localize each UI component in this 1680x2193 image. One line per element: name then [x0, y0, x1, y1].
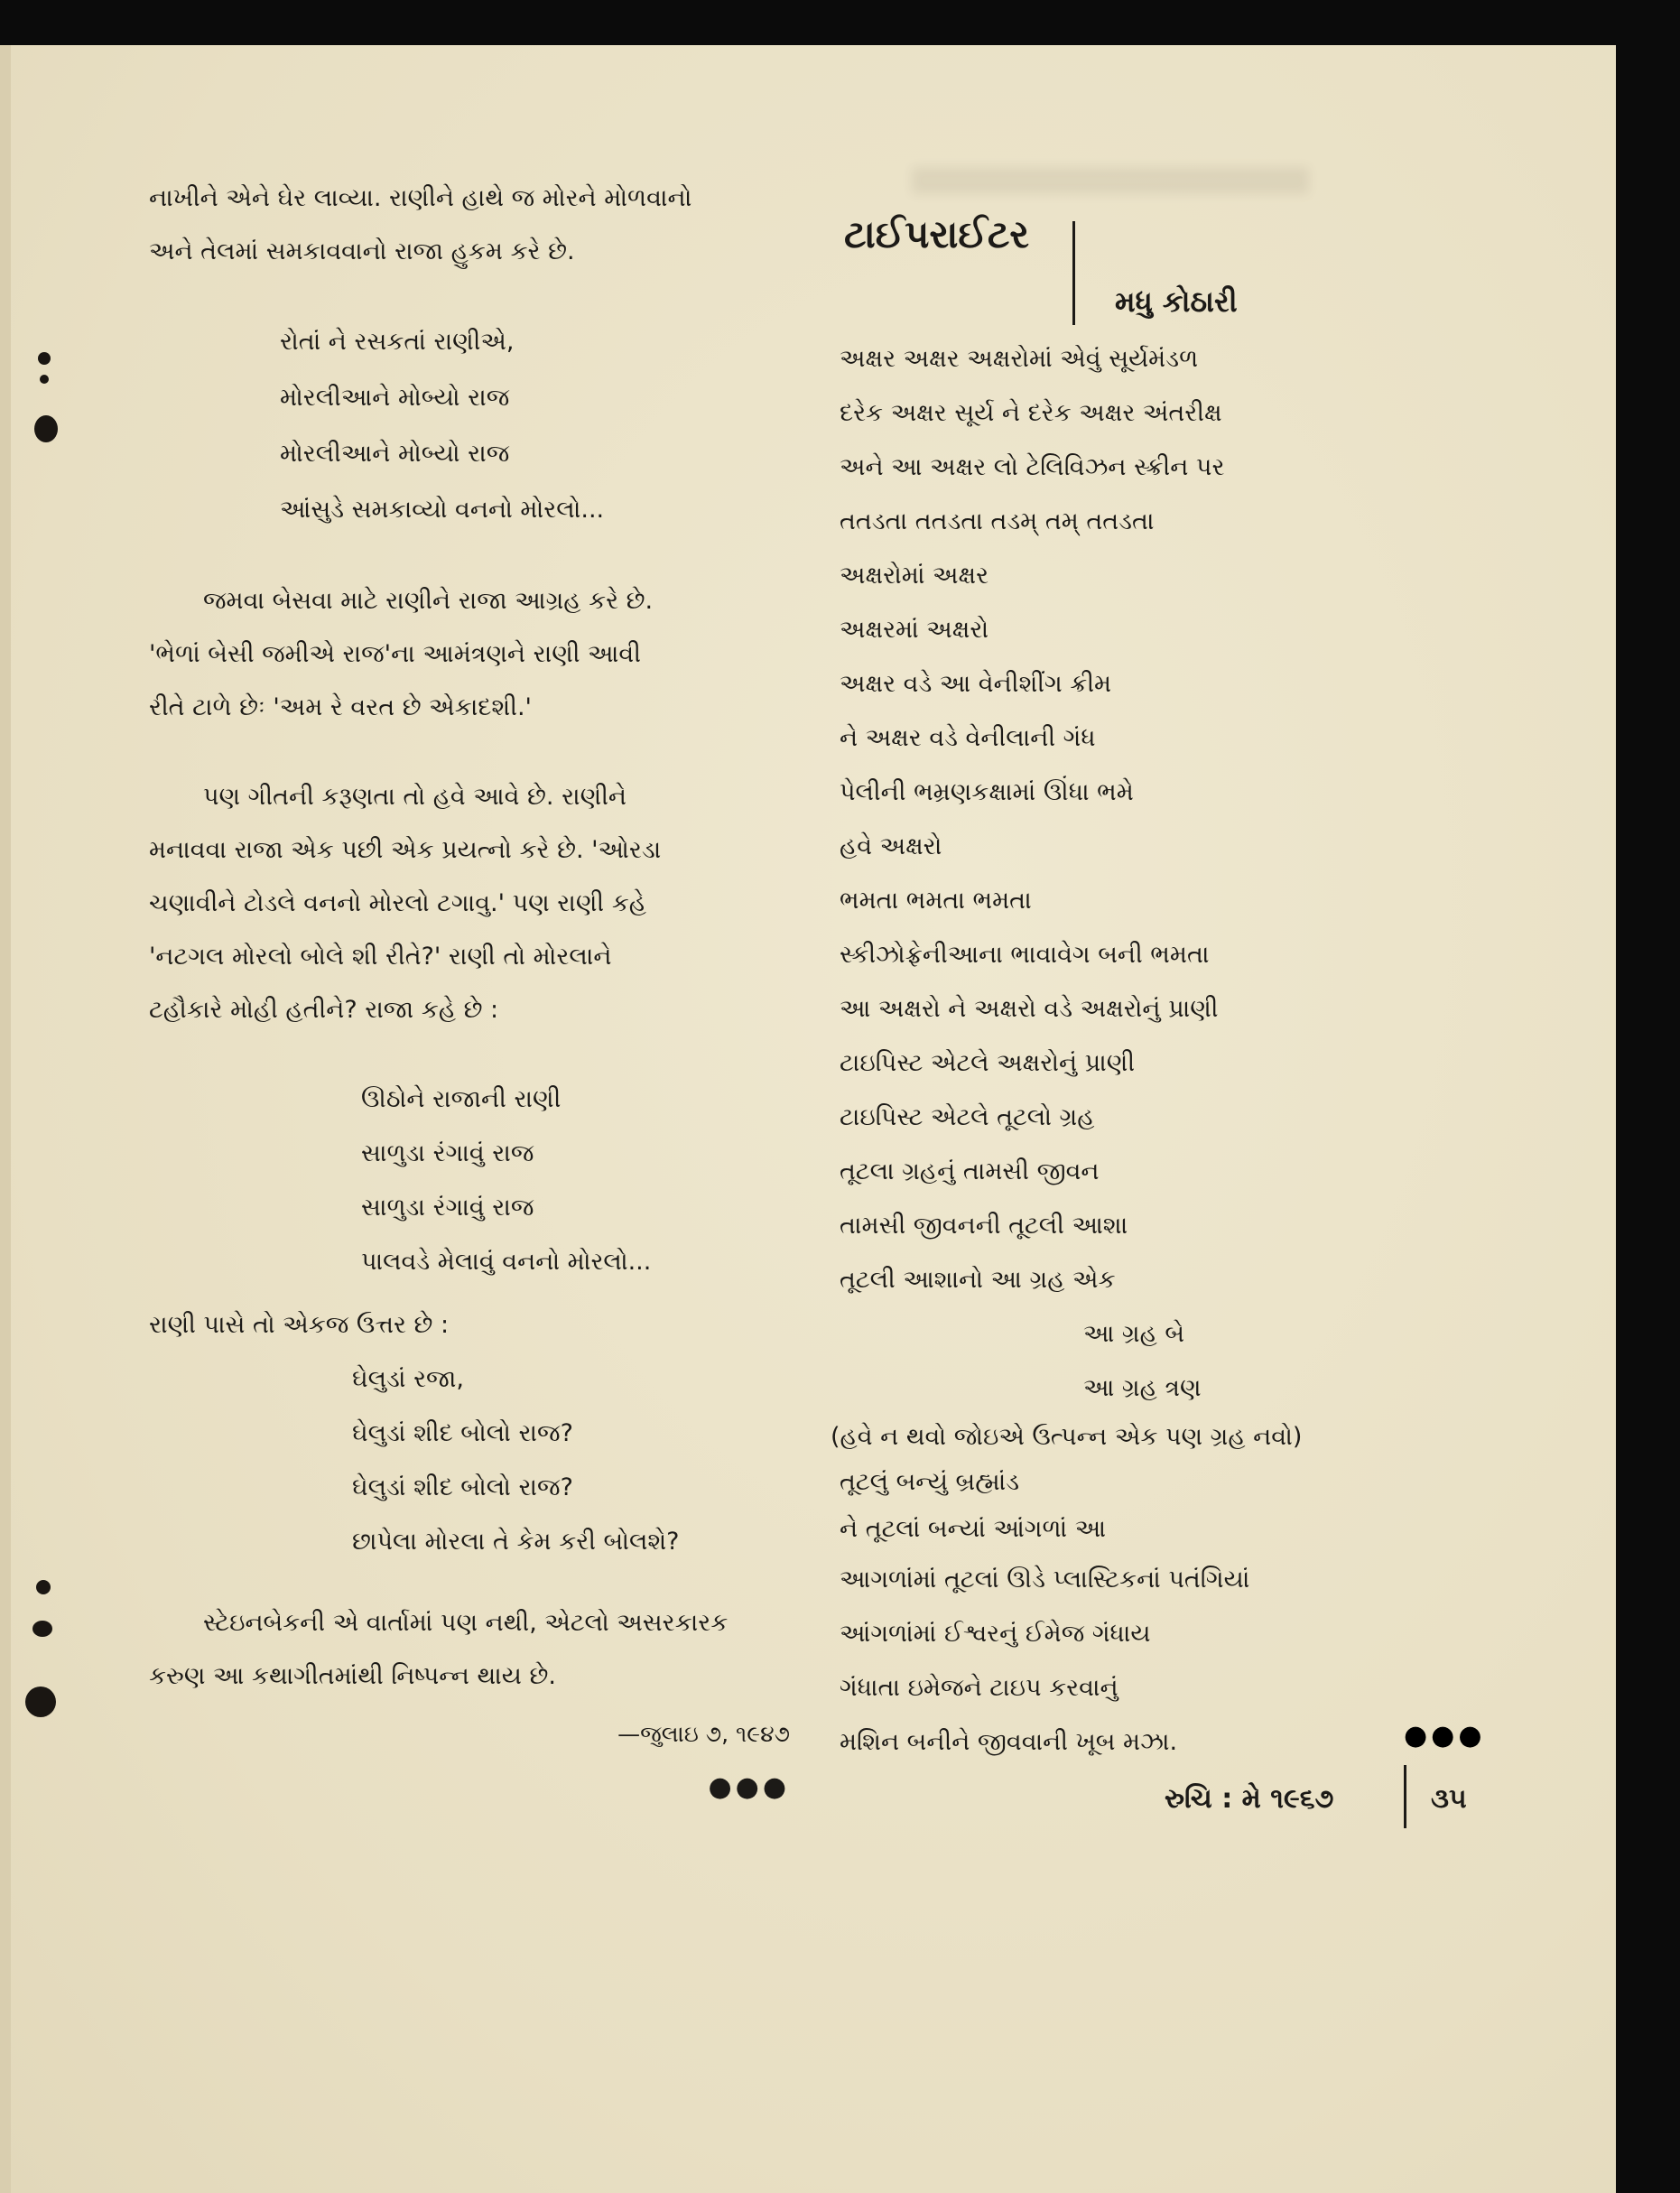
verse-line: છાપેલા મોરલા તે કેમ કરી બોલશે? — [352, 1528, 680, 1556]
verse-line: ઘેલુડાં શીદ બોલો રાજ? — [352, 1473, 573, 1501]
verse-line: સાળુડા રંગાવું રાજ — [361, 1194, 534, 1222]
poem-author: મધુ કોઠારી — [1115, 284, 1238, 319]
poem-line: અક્ષરોમાં અક્ષર — [840, 562, 989, 590]
poem-line-indented: આ ગ્રહ ત્રણ — [1083, 1374, 1202, 1402]
text-line: રીતે ટાળે છેઃ 'અમ રે વરત છે એકાદશી.' — [149, 693, 532, 721]
verse-line: આંસુડે સમકાવ્યો વનનો મોરલો... — [280, 496, 605, 524]
page-number: ૩૫ — [1431, 1783, 1467, 1815]
text-line: 'ભેળાં બેસી જમીએ રાજ'ના આમંત્રણને રાણી આવી — [149, 640, 641, 668]
text-line: પણ ગીતની કરૂણતા તો હવે આવે છે. રાણીને — [203, 783, 627, 811]
dateline: —જુલાઇ ૭, ૧૯૪૭ — [617, 1721, 790, 1747]
poem-line: (હવે ન થવો જોઇએ ઉત્પન્ન એક પણ ગ્રહ નવો) — [831, 1423, 1303, 1451]
poem-line: સ્કીઝોફ્રેનીઆના ભાવાવેગ બની ભમતા — [840, 941, 1210, 969]
verse-line: મોરલીઆને મોબ્યો રાજ — [280, 384, 510, 412]
poem-line: તામસી જીવનની તૂટલી આશા — [840, 1212, 1128, 1240]
verse-line: મોરલીઆને મોબ્યો રાજ — [280, 440, 510, 468]
text-line: સ્ટેઇનબેકની એ વાર્તામાં પણ નથી, એટલો અસરકારક — [203, 1609, 729, 1637]
poem-line: અને આ અક્ષર લો ટેલિવિઝન સ્ક્રીન પર — [840, 453, 1225, 481]
intro-paragraph — [149, 172, 790, 278]
footer-magazine-issue: રુચિ : મે ૧૯૬૭ — [1165, 1783, 1334, 1815]
poem-line: ગંધાતા ઇમેજને ટાઇપ કરવાનું — [840, 1674, 1118, 1702]
text-line: નાખીને એને ઘેર લાવ્યા. રાણીને હાથે જ મોરને મોળવાનો — [149, 184, 692, 212]
poem-line: આંગળાંમાં ઈશ્વરનું ઈમેજ ગંધાય — [840, 1620, 1151, 1648]
poem-line: આ અક્ષરો ને અક્ષરો વડે અક્ષરોનું પ્રાણી — [840, 995, 1219, 1023]
text-line: 'નટગલ મોરલો બોલે શી રીતે?' રાણી તો મોરલાને — [149, 943, 612, 971]
poem-line: મશિન બનીને જીવવાની ખૂબ મઝા. — [840, 1728, 1178, 1756]
verse-line: રોતાં ને રસકતાં રાણીએ, — [280, 328, 515, 356]
left-column — [149, 172, 790, 1803]
poem-line: ને તૂટલાં બન્યાં આંગળાં આ — [840, 1515, 1107, 1543]
binding-hole — [38, 352, 51, 365]
poem-line: પેલીની ભમ્રણકક્ષામાં ઊંધા ભમે — [840, 778, 1134, 806]
poem-line: તતડતા તતડતા તડમ્ તમ્ તતડતા — [840, 507, 1155, 535]
poem-line: ભમતા ભમતા ભમતા — [840, 887, 1032, 915]
paragraph-conclusion — [149, 1596, 790, 1703]
poem-line: ટાઇપિસ્ટ એટલે અક્ષરોનું પ્રાણી — [840, 1049, 1136, 1077]
verse-stanza-2 — [149, 1073, 790, 1289]
paragraph-feast — [149, 574, 790, 734]
title-divider — [1072, 221, 1075, 325]
paragraph-pathos — [149, 770, 790, 1036]
text-line: જમવા બેસવા માટે રાણીને રાજા આગ્રહ કરે છે. — [203, 587, 654, 615]
footer-divider — [1404, 1765, 1406, 1828]
poem-header — [840, 163, 1471, 334]
poem-end-mark: ●●● — [1404, 1720, 1486, 1752]
binding-hole — [36, 1580, 51, 1594]
page-spine — [0, 45, 11, 2193]
right-column — [831, 163, 1471, 1770]
verse-line: ઊઠોને રાજાની રાણી — [361, 1085, 562, 1113]
poem-line-indented: આ ગ્રહ બે — [1083, 1320, 1185, 1348]
poem-line: અક્ષર વડે આ વેનીશીંગ ક્રીમ — [840, 670, 1112, 698]
poem-line: તૂટલા ગ્રહનું તામસી જીવન — [840, 1157, 1100, 1185]
verse-line: ઘેલુડાં શીદ બોલો રાજ? — [352, 1419, 573, 1447]
poem-body — [831, 332, 1471, 1770]
poem-line: અક્ષર અક્ષર અક્ષરોમાં એવું સૂર્યમંડળ — [840, 345, 1199, 373]
poem-line: તૂટલું બન્યું બ્રહ્માંડ — [840, 1468, 1020, 1496]
verse-stanza-3 — [149, 1352, 790, 1569]
binding-hole — [25, 1687, 56, 1717]
binding-hole — [34, 415, 58, 442]
poem-line: દરેક અક્ષર સૂર્ય ને દરેક અક્ષર અંતરીક્ષ — [840, 399, 1222, 427]
answer-line: રાણી પાસે તો એકજ ઉત્તર છે : — [149, 1311, 450, 1339]
section-end-mark: ●●● — [708, 1771, 790, 1803]
binding-hole — [32, 1621, 52, 1637]
verse-line: ઘેલુડાં રજા, — [352, 1365, 464, 1393]
poem-line: ટાઇપિસ્ટ એટલે તૂટલો ગ્રહ — [840, 1103, 1095, 1131]
text-line: કરુણ આ કથાગીતમાંથી નિષ્પન્ન થાય છે. — [149, 1662, 556, 1690]
poem-title: ટાઈપરાઈટર — [844, 212, 1030, 256]
poem-line: અક્ષરમાં અક્ષરો — [840, 616, 989, 644]
text-line: ટહૌકારે મોહી હતીને? રાજા કહે છે : — [149, 996, 499, 1024]
poem-line: હવે અક્ષરો — [840, 832, 942, 860]
verse-line: સાળુડા રંગાવું રાજ — [361, 1139, 534, 1167]
poem-line: ને અક્ષર વડે વેનીલાની ગંધ — [840, 724, 1096, 752]
poem-line: આગળાંમાં તૂટલાં ઊડે પ્લાસ્ટિકનાં પતંગિયાં — [840, 1566, 1250, 1594]
poem-line: તૂટલી આશાનો આ ગ્રહ એક — [840, 1266, 1116, 1294]
verse-stanza-1 — [149, 314, 790, 538]
binding-hole — [40, 375, 49, 384]
text-line: અને તેલમાં સમકાવવાનો રાજા હુકમ કરે છે. — [149, 237, 575, 265]
text-line: મનાવવા રાજા એક પછી એક પ્રયત્નો કરે છે. 'ઓરડા — [149, 836, 662, 864]
magazine-page — [0, 45, 1616, 2193]
verse-line: પાલવડે મેલાવું વનનો મોરલો... — [361, 1248, 652, 1276]
text-line: ચણાવીને ટોડલે વનનો મોરલો ટગાવુ.' પણ રાણી કહે — [149, 889, 646, 917]
